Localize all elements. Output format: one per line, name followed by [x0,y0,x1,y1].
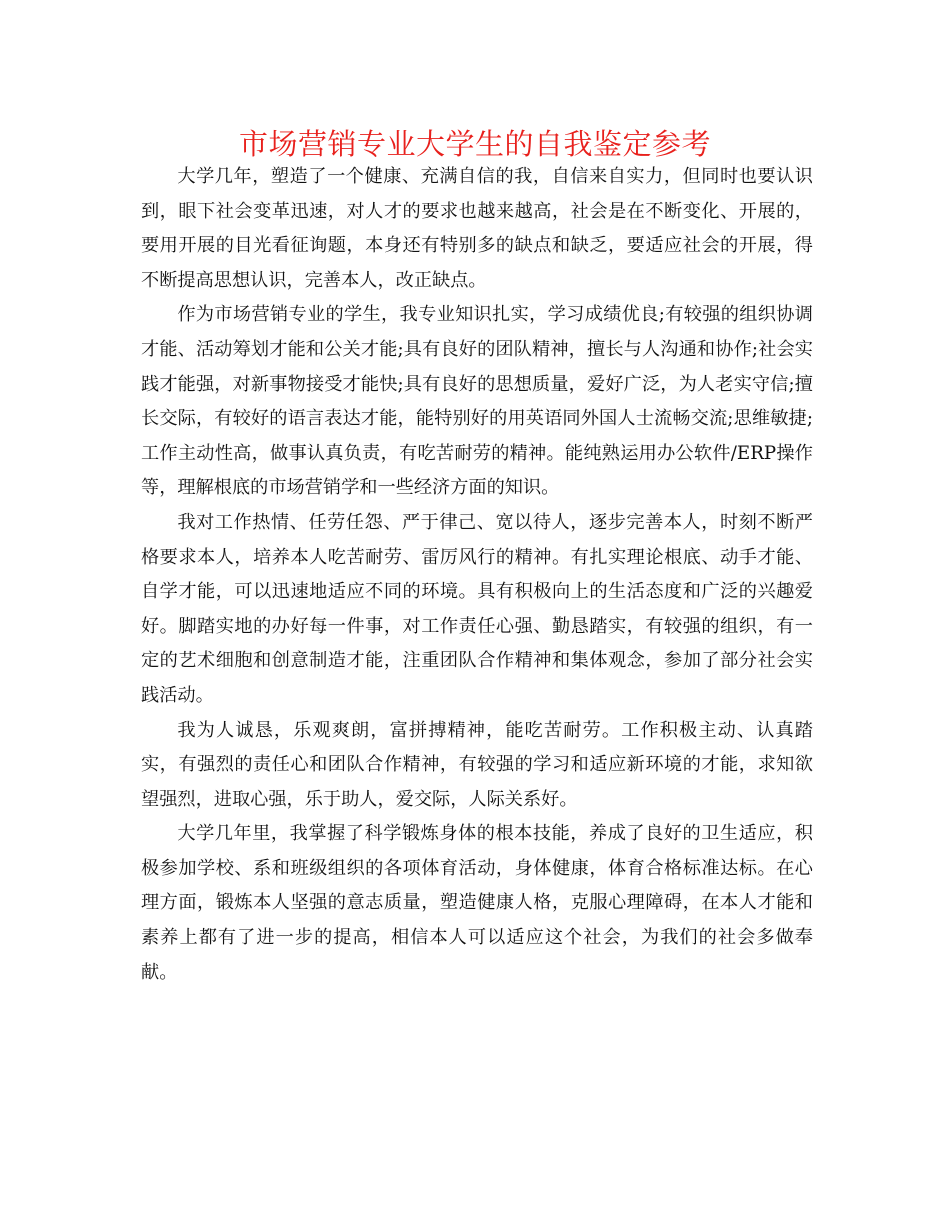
document-body [141,160,813,990]
paragraph-5: 大学几年里，我掌握了科学锻炼身体的根本技能，养成了良好的卫生适应，积极参加学校、系和班级组织的各项体育活动，身体健康，体育合格标准达标。在心理方面，锻炼本人坚强的意志质量，塑造健康人格，克服心理障碍，在本人才能和素养上都有了进一步的提高，相信本人可以适应这个社会，为我们的社会多做奉献。 [141,823,813,983]
paragraph-4: 我为人诚恳，乐观爽朗，富拼搏精神，能吃苦耐劳。工作积极主动、认真踏实，有强烈的责任心和团队合作精神，有较强的学习和适应新环境的才能，求知欲望强烈，进取心强，乐于助人，爱交际，人际关系好。 [141,719,813,810]
paragraph-2: 作为市场营销专业的学生，我专业知识扎实，学习成绩优良;有较强的组织协调才能、活动筹划才能和公关才能;具有良好的团队精神，擅长与人沟通和协作;社会实践才能强，对新事物接受才能快;具有良好的思想质量，爱好广泛，为人老实守信;擅长交际，有较好的语言表达才能，能特别好的用英语同外国人士流畅交流;思维敏捷;工作主动性高，做事认真负责，有吃苦耐劳的精神。能纯熟运用办公软件/ERP操作等，理解根底的市场营销学和一些经济方面的知识。 [141,304,813,499]
paragraph-1: 大学几年，塑造了一个健康、充满自信的我，自信来自实力，但同时也要认识到，眼下社会变革迅速，对人才的要求也越来越高，社会是在不断变化、开展的，要用开展的目光看征询题，本身还有特别多的缺点和缺乏，要适应社会的开展，得不断提高思想认识，完善本人，改正缺点。 [141,166,813,291]
paragraph-3: 我对工作热情、任劳任怨、严于律己、宽以待人，逐步完善本人，时刻不断严格要求本人，培养本人吃苦耐劳、雷厉风行的精神。有扎实理论根底、动手才能、自学才能，可以迅速地适应不同的环境。具有积极向上的生活态度和广泛的兴趣爱好。脚踏实地的办好每一件事，对工作责任心强、勤恳踏实，有较强的组织，有一定的艺术细胞和创意制造才能，注重团队合作精神和集体观念，参加了部分社会实践活动。 [141,511,813,706]
document-title: 市场营销专业大学生的自我鉴定参考 [238,127,711,161]
